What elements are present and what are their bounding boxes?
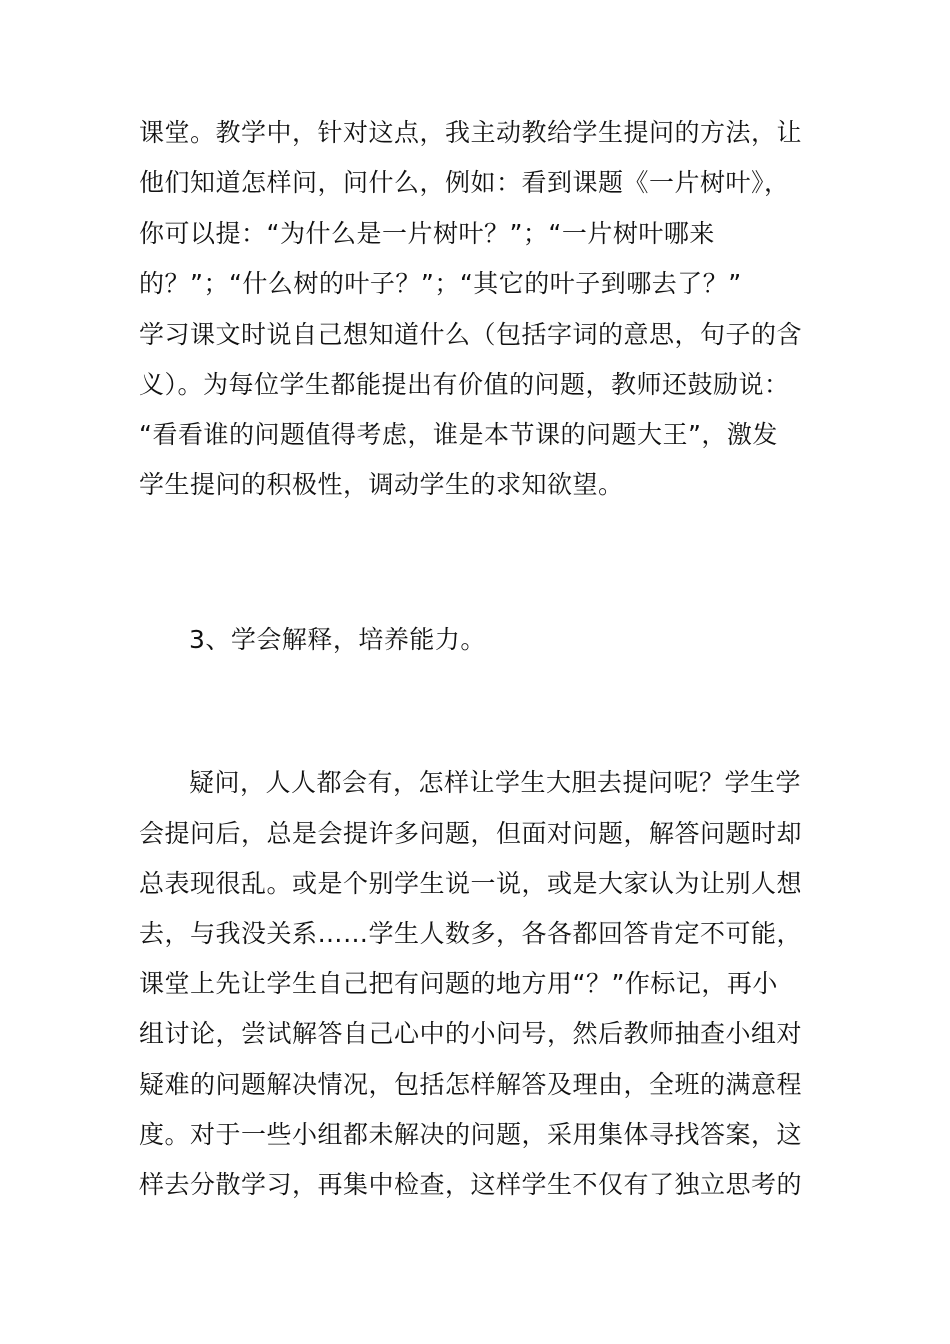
paragraph2-line-6: 组讨论，尝试解答自己心中的小问号，然后教师抽查小组对 (139, 1019, 803, 1048)
paragraph1-line-6: 义）。为每位学生都能提出有价值的问题，教师还鼓励说： (139, 370, 790, 399)
paragraph1-line-2: 他们知道怎样问，问什么，例如：看到课题《一片树叶》， (139, 168, 790, 197)
paragraph1-line-7: “看看谁的问题值得考虑，谁是本节课的问题大王”，激发 (139, 420, 778, 449)
paragraph2-line-2: 会提问后，总是会提许多问题，但面对问题，解答问题时却 (139, 819, 803, 848)
paragraph2-line-1: 疑问，人人都会有，怎样让学生大胆去提问呢？学生学 (189, 768, 802, 797)
paragraph2-line-4: 去，与我没关系……学生人数多，各各都回答肯定不可能， (139, 919, 803, 948)
paragraph1-line-5: 学习课文时说自己想知道什么（包括字词的意思，句子的含 (139, 320, 803, 349)
paragraph1-line-4: 的？”；“什么树的叶子？”；“其它的叶子到哪去了？” (139, 269, 742, 298)
paragraph2-line-5: 课堂上先让学生自己把有问题的地方用“？”作标记，再小 (139, 969, 778, 998)
paragraph2-line-7: 疑难的问题解决情况，包括怎样解答及理由，全班的满意程 (139, 1070, 803, 1099)
paragraph2-line-8: 度。对于一些小组都未解决的问题，采用集体寻找答案，这 (139, 1120, 803, 1149)
paragraph2-line-9: 样去分散学习，再集中检查，这样学生不仅有了独立思考的 (139, 1170, 803, 1199)
paragraph2-line-3: 总表现很乱。或是个别学生说一说，或是大家认为让别人想 (139, 869, 803, 898)
paragraph1-line-3: 你可以提：“为什么是一片树叶？”；“一片树叶哪来 (139, 219, 715, 248)
section-heading: 3、学会解释，培养能力。 (189, 625, 486, 654)
paragraph1-line-1: 课堂。教学中，针对这点，我主动教给学生提问的方法，让 (139, 118, 803, 147)
paragraph1-line-8: 学生提问的积极性，调动学生的求知欲望。 (139, 470, 624, 499)
